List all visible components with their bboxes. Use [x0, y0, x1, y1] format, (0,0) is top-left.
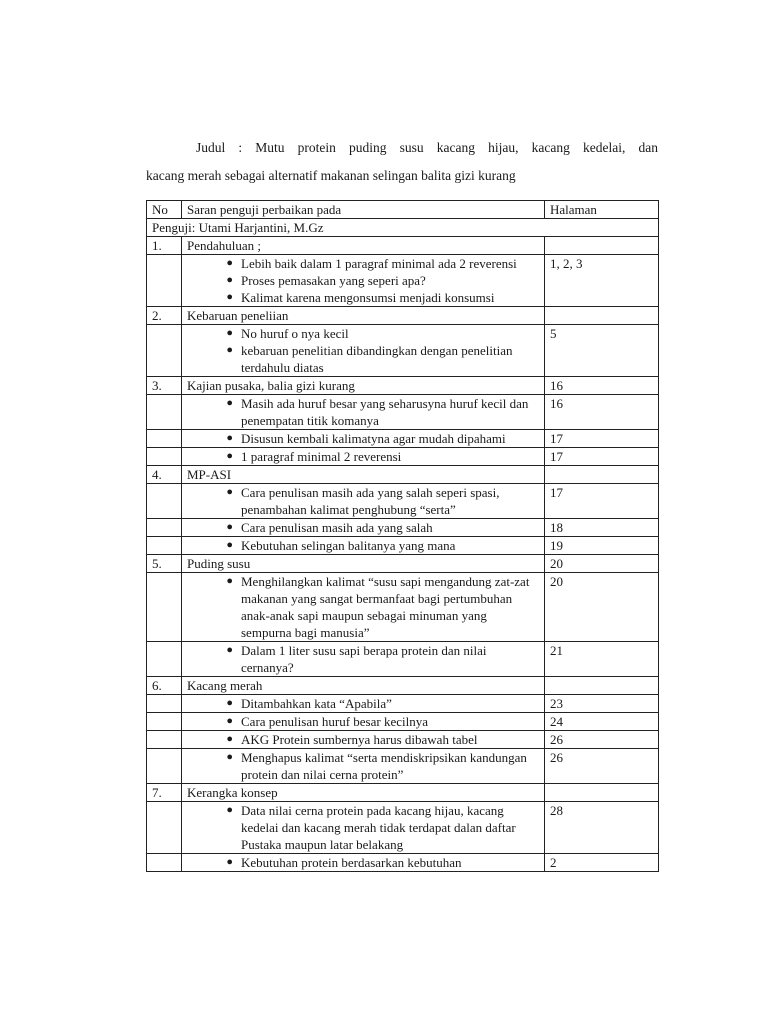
page-number: 20: [545, 573, 659, 642]
table-row-items: [147, 325, 659, 377]
bullet-text: Cara penulisan masih ada yang salah seperi spasi, penambahan kalimat penghubung “serta”: [241, 485, 500, 517]
row-number: [147, 255, 182, 307]
table-row-items: [147, 731, 659, 749]
bullet-text: Kebutuhan protein berdasarkan kebutuhan: [241, 855, 462, 870]
section-title: Kajian pusaka, balia gizi kurang: [182, 377, 545, 395]
bullet-item: [187, 642, 539, 676]
suggestion-cell: [182, 325, 545, 377]
suggestion-cell: [182, 537, 545, 555]
bullet-item: [187, 731, 539, 748]
table-row-items: [147, 537, 659, 555]
bullet-text: Cara penulisan huruf besar kecilnya: [241, 714, 428, 729]
suggestion-cell: [182, 448, 545, 466]
bullet-item: [187, 519, 539, 536]
table-row-section: [147, 307, 659, 325]
section-title: Puding susu: [182, 555, 545, 573]
table-row-items: [147, 519, 659, 537]
row-number: [147, 395, 182, 430]
bullet-icon: ●: [226, 274, 233, 286]
bullet-icon: ●: [226, 450, 233, 462]
row-number: [147, 802, 182, 854]
table-row-section: [147, 784, 659, 802]
row-number: 6.: [147, 677, 182, 695]
row-number: 1.: [147, 237, 182, 255]
row-number: [147, 713, 182, 731]
bullet-item: [187, 749, 539, 783]
page-number: [545, 466, 659, 484]
page-number: 21: [545, 642, 659, 677]
row-number: [147, 731, 182, 749]
suggestion-cell: [182, 854, 545, 872]
page-number: 5: [545, 325, 659, 377]
bullet-item: [187, 695, 539, 712]
page-number: 1, 2, 3: [545, 255, 659, 307]
bullet-text: Lebih baik dalam 1 paragraf minimal ada 2 reverensi: [241, 256, 517, 271]
bullet-text: Proses pemasakan yang seperi apa?: [241, 273, 426, 288]
page-number: [545, 307, 659, 325]
bullet-icon: ●: [226, 733, 233, 745]
section-title: Kerangka konsep: [182, 784, 545, 802]
document-title: [146, 134, 658, 190]
bullet-icon: ●: [226, 715, 233, 727]
bullet-icon: ●: [226, 432, 233, 444]
row-number: 2.: [147, 307, 182, 325]
bullet-text: kebaruan penelitian dibandingkan dengan penelitian terdahulu diatas: [241, 343, 513, 375]
bullet-text: Menghapus kalimat “serta mendiskripsikan kandungan protein dan nilai cerna protein”: [241, 750, 527, 782]
row-number: [147, 325, 182, 377]
suggestion-cell: [182, 695, 545, 713]
header-suggestion: Saran penguji perbaikan pada: [182, 201, 545, 219]
bullet-icon: ●: [226, 257, 233, 269]
suggestion-cell: [182, 731, 545, 749]
page-number: 26: [545, 731, 659, 749]
page-number: 17: [545, 484, 659, 519]
row-number: 5.: [147, 555, 182, 573]
examiner-row: [147, 219, 659, 237]
bullet-icon: ●: [226, 575, 233, 587]
row-number: [147, 519, 182, 537]
table-row-items: [147, 573, 659, 642]
table-row-items: [147, 255, 659, 307]
table-row-items: [147, 642, 659, 677]
bullet-text: Menghilangkan kalimat “susu sapi mengandung zat-zat makanan yang sangat bermanfaat bagi pertumbuhan anak-anak sapi maupun sebagai minuman yang sempurna bagi manusia”: [241, 574, 530, 640]
bullet-text: Ditambahkan kata “Apabila”: [241, 696, 392, 711]
table-row-section: [147, 237, 659, 255]
bullet-item: [187, 272, 539, 289]
section-title: Pendahuluan ;: [182, 237, 545, 255]
row-number: [147, 749, 182, 784]
page-number: 17: [545, 430, 659, 448]
page-number: [545, 237, 659, 255]
bullet-item: [187, 802, 539, 853]
row-number: [147, 484, 182, 519]
page-number: 19: [545, 537, 659, 555]
suggestion-cell: [182, 749, 545, 784]
table-row-section: [147, 677, 659, 695]
suggestion-cell: [182, 573, 545, 642]
table-row-items: [147, 448, 659, 466]
table-row-section: [147, 466, 659, 484]
bullet-icon: ●: [226, 344, 233, 356]
table-row-items: [147, 484, 659, 519]
bullet-item: [187, 395, 539, 429]
page-number: 18: [545, 519, 659, 537]
bullet-icon: ●: [226, 804, 233, 816]
row-number: [147, 854, 182, 872]
bullet-item: [187, 484, 539, 518]
bullet-text: Data nilai cerna protein pada kacang hijau, kacang kedelai dan kacang merah tidak terdapat dalan daftar Pustaka maupun latar belakang: [241, 803, 516, 852]
bullet-icon: ●: [226, 521, 233, 533]
suggestion-cell: [182, 484, 545, 519]
bullet-text: No huruf o nya kecil: [241, 326, 349, 341]
suggestion-cell: [182, 395, 545, 430]
bullet-text: Dalam 1 liter susu sapi berapa protein dan nilai cernanya?: [241, 643, 487, 675]
header-no: No: [147, 201, 182, 219]
bullet-text: Kalimat karena mengonsumsi menjadi konsumsi: [241, 290, 495, 305]
bullet-item: [187, 430, 539, 447]
table-row-items: [147, 695, 659, 713]
bullet-text: Disusun kembali kalimatyna agar mudah dipahami: [241, 431, 506, 446]
bullet-item: [187, 573, 539, 641]
row-number: [147, 695, 182, 713]
bullet-icon: ●: [226, 397, 233, 409]
section-title: Kebaruan peneliian: [182, 307, 545, 325]
bullet-item: [187, 537, 539, 554]
bullet-item: [187, 255, 539, 272]
suggestion-cell: [182, 519, 545, 537]
bullet-icon: ●: [226, 856, 233, 868]
page-number: 23: [545, 695, 659, 713]
bullet-item: [187, 854, 539, 871]
section-title: Kacang merah: [182, 677, 545, 695]
suggestion-cell: [182, 713, 545, 731]
bullet-text: AKG Protein sumbernya harus dibawah tabel: [241, 732, 478, 747]
row-number: [147, 642, 182, 677]
bullet-icon: ●: [226, 539, 233, 551]
row-number: 7.: [147, 784, 182, 802]
bullet-icon: ●: [226, 697, 233, 709]
bullet-text: Masih ada huruf besar yang seharusyna huruf kecil dan penempatan titik komanya: [241, 396, 529, 428]
bullet-icon: ●: [226, 751, 233, 763]
page-number: [545, 677, 659, 695]
table-row-items: [147, 395, 659, 430]
page-number: 2: [545, 854, 659, 872]
suggestion-cell: [182, 802, 545, 854]
table-row-section: [147, 555, 659, 573]
page-number: [545, 784, 659, 802]
bullet-text: 1 paragraf minimal 2 reverensi: [241, 449, 402, 464]
examiner-name: Penguji: Utami Harjantini, M.Gz: [147, 219, 659, 237]
row-number: [147, 448, 182, 466]
page-number: 16: [545, 395, 659, 430]
title-line-2: kacang merah sebagai alternatif makanan selingan balita gizi kurang: [146, 168, 516, 183]
bullet-text: Cara penulisan masih ada yang salah: [241, 520, 433, 535]
bullet-item: [187, 289, 539, 306]
row-number: [147, 430, 182, 448]
bullet-item: [187, 325, 539, 342]
header-page: Halaman: [545, 201, 659, 219]
table-row-items: [147, 749, 659, 784]
bullet-icon: ●: [226, 644, 233, 656]
bullet-item: [187, 342, 539, 376]
bullet-item: [187, 713, 539, 730]
bullet-item: [187, 448, 539, 465]
table-row-items: [147, 713, 659, 731]
page-number: 24: [545, 713, 659, 731]
table-row-items: [147, 854, 659, 872]
suggestion-cell: [182, 642, 545, 677]
table-row-section: [147, 377, 659, 395]
page-number: 20: [545, 555, 659, 573]
row-number: 3.: [147, 377, 182, 395]
bullet-icon: ●: [226, 486, 233, 498]
bullet-icon: ●: [226, 291, 233, 303]
row-number: 4.: [147, 466, 182, 484]
table-header-row: [147, 201, 659, 219]
table-row-items: [147, 430, 659, 448]
suggestion-cell: [182, 430, 545, 448]
revision-table: [146, 200, 659, 872]
table-row-items: [147, 802, 659, 854]
bullet-text: Kebutuhan selingan balitanya yang mana: [241, 538, 456, 553]
page-number: 26: [545, 749, 659, 784]
title-line-1: Judul : Mutu protein puding susu kacang hijau, kacang kedelai, dan: [196, 140, 658, 155]
bullet-icon: ●: [226, 327, 233, 339]
page-number: 28: [545, 802, 659, 854]
section-title: MP-ASI: [182, 466, 545, 484]
row-number: [147, 573, 182, 642]
page-number: 17: [545, 448, 659, 466]
page-number: 16: [545, 377, 659, 395]
row-number: [147, 537, 182, 555]
suggestion-cell: [182, 255, 545, 307]
